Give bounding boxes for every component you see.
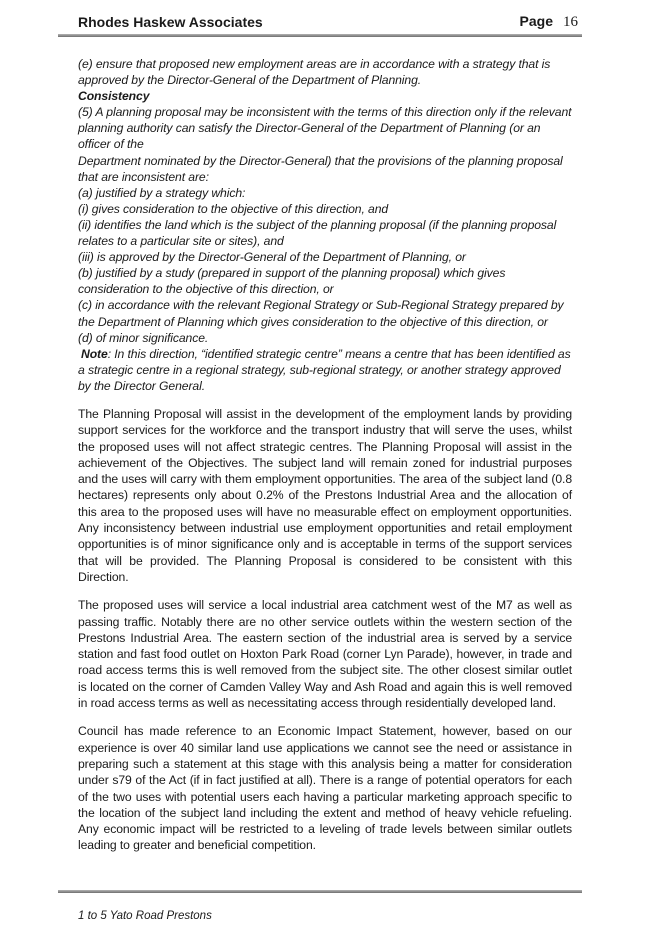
direction-item-a: (a) justified by a strategy which:	[78, 185, 246, 200]
direction-item-ii: (ii) identifies the land which is the subject of the planning proposal (if the planning proposal relates to a particular site or sites), and	[78, 217, 557, 249]
organization-name: Rhodes Haskew Associates	[78, 14, 263, 30]
direction-item-e: (e) ensure that proposed new employment areas are in accordance with a strategy that is approved by the Director-General of the Department of Planning.	[78, 57, 551, 88]
document-body	[78, 56, 572, 854]
footer-divider	[58, 890, 582, 893]
page-number: 16	[563, 14, 578, 30]
page-indicator	[520, 13, 582, 31]
header-divider	[58, 34, 582, 37]
direction-quote	[78, 56, 572, 394]
consistency-heading: Consistency	[78, 89, 150, 104]
paragraph-catchment: The proposed uses will service a local industrial area catchment west of the M7 as well as passing traffic. Notably there are no other service outlets within the western section of the Prestons Industrial Area. The eastern section of the industrial area is served by a service station and fast food outlet on Hoxton Park Road (corner Lyn Parade), however, in trade and road access terms this is well removed from the subject site. The other closest similar outlet is located on the corner of Camden Valley Way and Ash Road and again this is well removed in road access terms as well as necessitating access through residentially developed land.	[78, 598, 572, 711]
paragraph-consistency-assessment: The Planning Proposal will assist in the development of the employment lands by providing support services for the workforce and the transport industry that will serve the uses, whilst the proposed uses will not affect strategic centres. The Planning Proposal will assist in the achievement of the Objectives. The subject land will remain zoned for industrial purposes and the uses will carry with them employment opportunities. The area of the subject land (0.8 hectares) represents only about 0.2% of the Prestons Industrial Area and the allocation of this area to the proposed uses will have no measurable effect on employment opportunities. Any inconsistency between industrial use employment opportunities and retail employment opportunities is of minor significance only and is acceptable in terms of the support services that will be provided. The Planning Proposal is considered to be consistent with this Direction.	[78, 406, 572, 584]
direction-item-5-part2: Department nominated by the Director-General) that the provisions of the planning proposal that are inconsistent are:	[78, 153, 563, 184]
note-label: Note	[81, 346, 108, 361]
direction-item-i: (i) gives consideration to the objective of this direction, and	[78, 201, 389, 216]
footer-address: 1 to 5 Yato Road Prestons	[78, 910, 212, 922]
direction-item-c: (c) in accordance with the relevant Regional Strategy or Sub-Regional Strategy prepared by the Department of Planning which gives consideration to the objective of this direction, or	[78, 298, 564, 329]
direction-note	[78, 346, 572, 394]
page-label: Page	[519, 13, 553, 29]
direction-item-iii: (iii) is approved by the Director-General of the Department of Planning, or	[78, 250, 466, 265]
direction-item-d: (d) of minor significance.	[78, 330, 209, 345]
direction-item-b: (b) justified by a study (prepared in support of the planning proposal) which gives consideration to the objective of this direction, or	[78, 266, 506, 297]
paragraph-economic-impact: Council has made reference to an Economic Impact Statement, however, based on our experience is over 40 similar land use applications we cannot see the need or assistance in preparing such a statement at this stage with this analysis being a matter for consideration under s79 of the Act (if in fact justified at all). There is a range of potential operators for each of the two uses with potential users each having a particular marketing approach specific to the location of the subject land including the extent and method of heavy vehicle refueling. Any economic impact will be restricted to a leveling of trade levels between similar outlets leading to greater and beneficial competition.	[78, 724, 572, 853]
page-header	[60, 8, 582, 36]
direction-item-5-part1: (5) A planning proposal may be inconsistent with the terms of this direction only if the relevant planning authority can satisfy the Director-General of the Department of Planning (or an officer of the	[78, 105, 572, 152]
note-text: : In this direction, “identified strategic centre” means a centre that has been identified as a strategic centre in a regional strategy, sub-regional strategy, or another strategy approved by the Director General.	[78, 346, 571, 393]
